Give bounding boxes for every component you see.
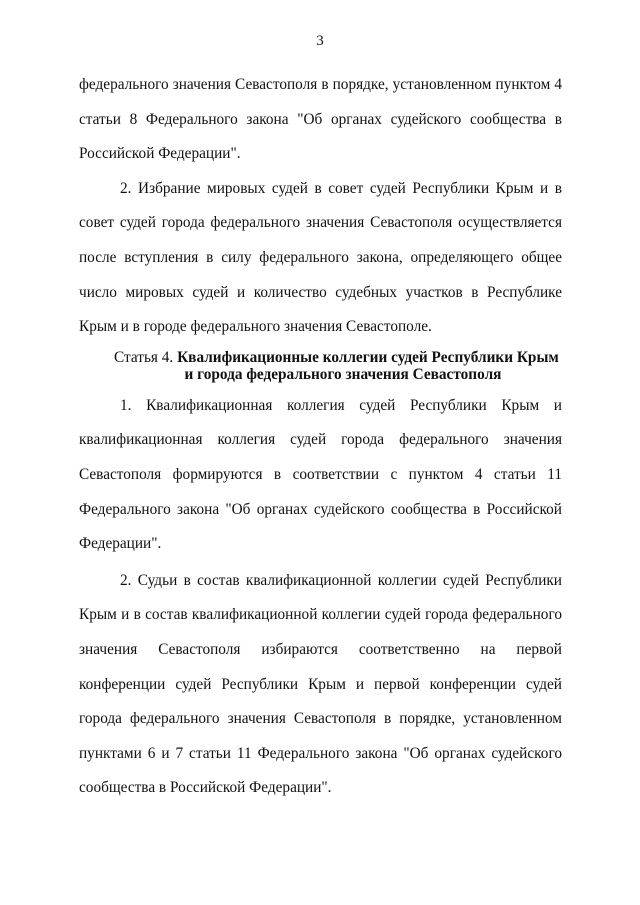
article-4-title-line1: Квалификационные коллегии судей Республики Крым	[177, 348, 559, 366]
article-4-heading	[79, 349, 562, 383]
document-body	[79, 68, 562, 806]
paragraph-item-2: 2. Избрание мировых судей в совет судей Республики Крым и в совет судей города федерального значения Севастополя осуществляется после вступления в силу федерального закона, определяющего общее число мировых судей и количество судебных участков в Республике Крым и в городе федерального значения Севастополе.	[79, 179, 562, 336]
paragraph-continuation: федерального значения Севастополя в порядке, установленном пунктом 4 статьи 8 Федерального закона "Об органах судейского сообщества в Российской Федерации".	[79, 76, 562, 163]
article-4-paragraph-2: 2. Судьи в состав квалификационной коллегии судей Республики Крым и в состав квалификационной коллегии судей города федерального значения Севастополя избираются соответственно на первой конференции судей Республики Крым и первой конференции судей города федерального значения Севастополя в порядке, установленном пунктами 6 и 7 статьи 11 Федерального закона "Об органах судейского сообщества в Российской Федерации".	[79, 571, 562, 797]
article-4-title-line2: и города федерального значения Севастополя	[184, 365, 502, 383]
article-4-heading-line1	[79, 349, 562, 366]
article-4-prefix: Статья 4.	[114, 348, 178, 366]
page-number: 3	[316, 33, 324, 49]
article-4-paragraph-1: 1. Квалификационная коллегия судей Республики Крым и квалификационная коллегия судей города федерального значения Севастополя формируются в соответствии с пунктом 4 статьи 11 Федерального закона "Об органах судейского сообщества в Российской Федерации".	[79, 396, 562, 553]
